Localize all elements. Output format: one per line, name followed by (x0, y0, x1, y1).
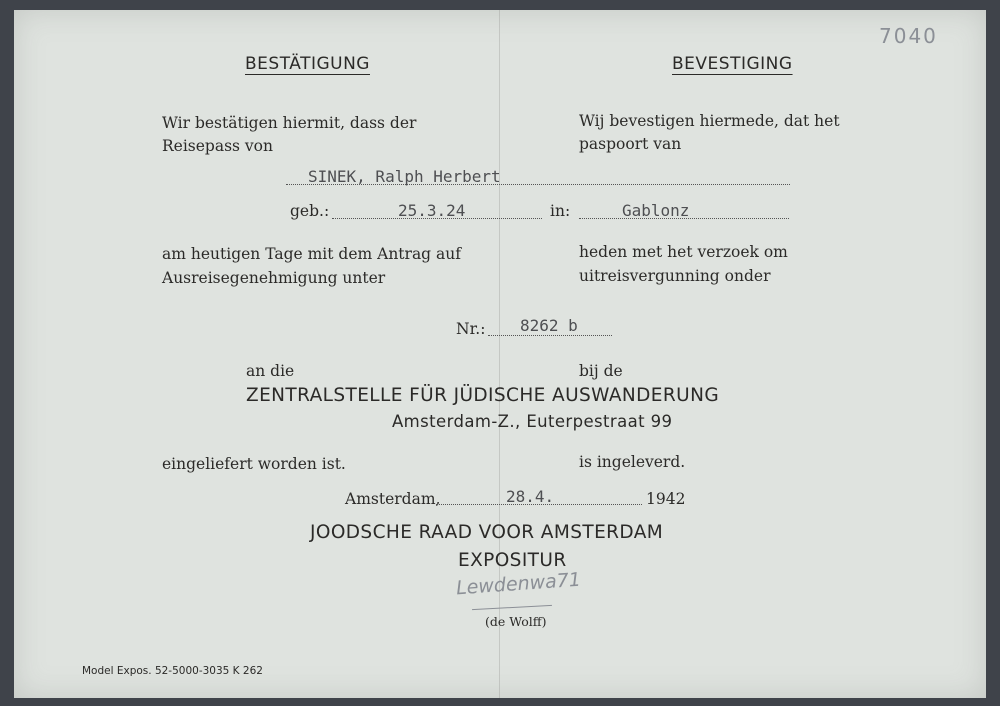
application-number: 8262 b (520, 316, 578, 335)
date-day: 28.4. (506, 487, 555, 506)
delivered-german: eingeliefert worden ist. (162, 455, 346, 473)
intro-dutch-line2: paspoort van (579, 135, 682, 153)
request-german-line2: Ausreisegenehmigung unter (162, 269, 386, 287)
document-sheet (14, 10, 986, 698)
date-year: 1942 (646, 490, 686, 508)
place-label: in: (550, 202, 571, 220)
date-city: Amsterdam, (345, 490, 441, 508)
number-label: Nr.: (456, 320, 486, 338)
signature-stroke (472, 605, 552, 610)
signatory-name: (de Wolff) (485, 614, 547, 629)
office-name: ZENTRALSTELLE FÜR JÜDISCHE AUSWANDERUNG (246, 385, 720, 406)
intro-german-line1: Wir bestätigen hiermit, dass der (162, 114, 417, 132)
born-label: geb.: (290, 202, 330, 220)
signature-scribble: Lewdenwa71 (455, 568, 582, 600)
request-german-line1: am heutigen Tage mit dem Antrag auf (162, 245, 461, 263)
title-dutch: BEVESTIGING (672, 54, 793, 74)
issuer-name: JOODSCHE RAAD VOOR AMSTERDAM (310, 522, 664, 543)
to-dutch: bij de (579, 362, 623, 380)
request-dutch-line2: uitreisvergunning onder (579, 267, 771, 285)
intro-german-line2: Reisepass von (162, 137, 273, 155)
request-dutch-line1: heden met het verzoek om (579, 243, 788, 261)
born-date: 25.3.24 (398, 201, 466, 220)
office-address: Amsterdam-Z., Euterpestraat 99 (392, 412, 673, 431)
holder-name: SINEK, Ralph Herbert (308, 167, 501, 186)
title-german: BESTÄTIGUNG (245, 54, 370, 74)
number-dotted-line (488, 335, 612, 336)
to-german: an die (246, 362, 295, 380)
form-model-number: Model Expos. 52-5000-3035 K 262 (82, 665, 263, 677)
birth-place: Gablonz (622, 201, 690, 220)
archive-number: 7040 (879, 24, 938, 48)
delivered-dutch: is ingeleverd. (579, 453, 686, 471)
intro-dutch-line1: Wij bevestigen hiermede, dat het (579, 112, 840, 130)
issuer-department: EXPOSITUR (458, 550, 567, 571)
